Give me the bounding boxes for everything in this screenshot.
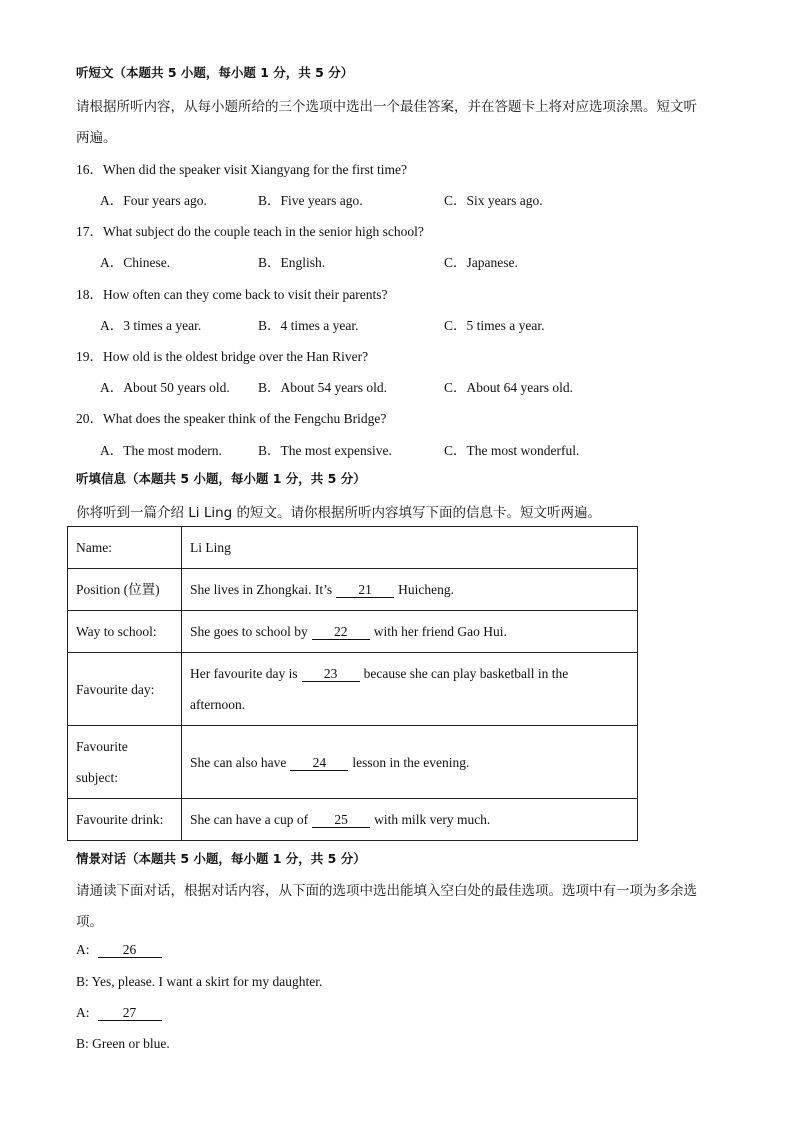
section-instruction: 请根据所听内容，从每小题所给的三个选项中选出一个最佳答案，并在答题卡上将对应选项涂黑。短文听 <box>76 99 697 115</box>
value-text-after: with milk very much. <box>374 812 491 827</box>
question-18: 18．How often can they come back to visit their parents? <box>76 287 388 302</box>
section-heading-listening-passage: 听短文（本题共 5 小题，每小题 1 分，共 5 分） <box>76 65 354 80</box>
value-text-after: Huicheng. <box>398 582 454 597</box>
value-text-cont: afternoon. <box>190 697 246 712</box>
question-17: 17．What subject do the couple teach in the senior high school? <box>76 224 424 239</box>
option-17-a: A．Chinese. <box>100 255 171 270</box>
row-key: Name: <box>68 527 182 569</box>
row-value <box>182 799 638 841</box>
dialogue-line <box>76 1005 166 1021</box>
option-16-c: C．Six years ago. <box>444 193 543 208</box>
table-row <box>68 653 638 726</box>
info-card-table <box>67 526 638 841</box>
option-20-b: B．The most expensive. <box>258 443 392 458</box>
dialogue-text: Yes, please. I want a skirt for my daughter. <box>91 974 323 989</box>
value-text-after: lesson in the evening. <box>352 754 470 770</box>
value-text: She can have a cup of <box>190 812 309 827</box>
option-20-c: C．The most wonderful. <box>444 443 580 458</box>
speaker: A: <box>76 942 90 957</box>
option-18-b: B．4 times a year. <box>258 318 359 333</box>
question-19: 19．How old is the oldest bridge over the Han River? <box>76 349 369 364</box>
row-key-line1: Favourite <box>76 739 128 754</box>
blank-24: 24 <box>290 756 348 771</box>
blank-25: 25 <box>312 813 370 828</box>
table-row <box>68 799 638 841</box>
option-17-b: B．English. <box>258 255 326 270</box>
speaker: A: <box>76 1005 90 1020</box>
option-17-c: C．Japanese. <box>444 255 518 270</box>
table-row <box>68 569 638 611</box>
section-instruction-fill: 你将听到一篇介绍 Li Ling 的短文。请你根据所听内容填写下面的信息卡。短文听两遍。 <box>76 505 602 521</box>
row-key: Favourite day: <box>68 653 182 726</box>
blank-21: 21 <box>336 583 394 598</box>
blank-23: 23 <box>302 667 360 682</box>
option-19-b: B．About 54 years old. <box>258 380 387 395</box>
blank-22: 22 <box>312 625 370 640</box>
question-16: 16．When did the speaker visit Xiangyang for the first time? <box>76 162 408 177</box>
blank-26: 26 <box>98 943 162 958</box>
row-value <box>182 726 638 799</box>
dialogue-line <box>76 974 322 990</box>
option-19-a: A．About 50 years old. <box>100 380 230 395</box>
option-19-c: C．About 64 years old. <box>444 380 573 395</box>
row-key: Position (位置) <box>68 569 182 611</box>
row-value <box>182 653 638 726</box>
value-text-after: with her friend Gao Hui. <box>373 624 507 639</box>
section-heading-listen-fill: 听填信息（本题共 5 小题，每小题 1 分，共 5 分） <box>76 471 366 486</box>
section-instruction-dialogue-cont: 项。 <box>76 914 103 930</box>
value-text: She goes to school by <box>190 624 308 639</box>
option-18-c: C．5 times a year. <box>444 318 545 333</box>
option-16-a: A．Four years ago. <box>100 193 207 208</box>
option-16-b: B．Five years ago. <box>258 193 363 208</box>
table-row <box>68 726 638 799</box>
row-key: Favourite drink: <box>68 799 182 841</box>
value-text: Li Ling <box>190 540 231 555</box>
value-text: She can also have <box>190 754 287 770</box>
row-value <box>182 527 638 569</box>
row-key-line2: subject: <box>76 770 118 785</box>
blank-27: 27 <box>98 1006 162 1021</box>
option-18-a: A．3 times a year. <box>100 318 202 333</box>
section-heading-dialogue: 情景对话（本题共 5 小题，每小题 1 分，共 5 分） <box>76 851 366 866</box>
dialogue-text: Green or blue. <box>92 1036 170 1051</box>
row-value <box>182 611 638 653</box>
value-text: She lives in Zhongkai. It’s <box>190 582 333 597</box>
question-20: 20．What does the speaker think of the Fengchu Bridge? <box>76 411 387 426</box>
value-text-after: because she can play basketball in the <box>363 666 569 681</box>
option-20-a: A．The most modern. <box>100 443 222 458</box>
table-row <box>68 527 638 569</box>
section-instruction-dialogue: 请通读下面对话，根据对话内容，从下面的选项中选出能填入空白处的最佳选项。选项中有一项为多余选 <box>76 883 697 899</box>
value-text: Her favourite day is <box>190 666 298 681</box>
row-key <box>68 726 182 799</box>
dialogue-line <box>76 942 166 958</box>
row-value <box>182 569 638 611</box>
dialogue-line <box>76 1036 170 1052</box>
table-row <box>68 611 638 653</box>
speaker: B: <box>76 974 89 989</box>
section-instruction-cont: 两遍。 <box>76 130 117 146</box>
speaker: B: <box>76 1036 89 1051</box>
row-key: Way to school: <box>68 611 182 653</box>
